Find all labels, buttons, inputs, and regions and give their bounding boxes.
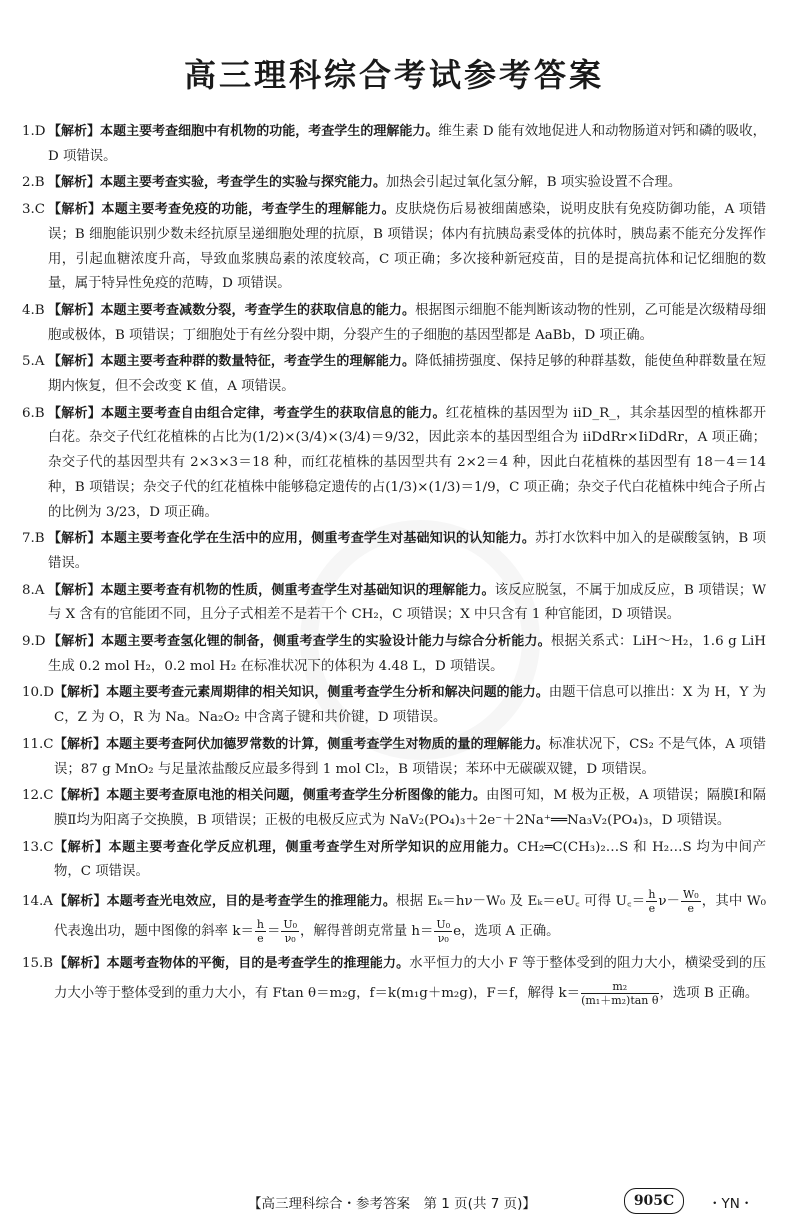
analysis-text: 水平恒力的大小 F 等于整体受到的阻力大小，横梁受到的压力大小等于整体受到的重力大小，有 Ftan θ＝m₂g，f＝k(m₁g＋m₂g)，F＝f，解得 k＝	[54, 956, 766, 1002]
answer-item-7	[22, 527, 766, 576]
answer-item-11	[22, 733, 766, 782]
footer-page-info: 【高三理科综合・参考答案 第 1 页(共 7 页)】	[248, 1196, 536, 1212]
fraction-h-result: $\frac{\text{U₀}}{\text{ν₀}}$	[436, 918, 451, 946]
question-number: 14.A	[22, 894, 53, 910]
analysis-key: 【解析】本题考查光电效应，目的是考查学生的推理能力。	[54, 894, 397, 910]
analysis-key: 【解析】本题主要考查免疫的功能，考查学生的理解能力。	[48, 202, 395, 218]
analysis-key: 【解析】本题主要考查元素周期律的相关知识，侧重考查学生分析和解决问题的能力。	[54, 685, 549, 701]
analysis-key: 【解析】本题主要考查实验，考查学生的实验与探究能力。	[48, 175, 387, 191]
question-number: 15.B	[22, 956, 54, 972]
analysis-text: 根据 Eₖ＝hν－W₀ 及 Eₖ＝eU꜀ 可得 U꜀＝	[396, 894, 646, 910]
question-number: 7.B	[22, 531, 45, 547]
analysis-text: 根据图示细胞不能判断该动物的性别，乙可能是次级精母细胞或极体，B 项错误；丁细胞处于有丝分裂中期，分裂产生的子细胞的基因型都是 AaBb，D 项正确。	[48, 302, 766, 343]
analysis-text: 红花植株的基因型为 iiD_R_，其余基因型的植株都开白花。杂交子代红花植株的占比为(1/2)×(3/4)×(3/4)＝9/32，因此亲本的基因型组合为 iiDdRr×IiDdRr，A 项正确；杂交子代的基因型共有 2×3×3＝18 种，而红花植株的基因型共有 2×2＝4 种，因此白花植株的基因型有 18－4＝14 种，B 项错误；杂交子代的红花植株中能够稳定遗传的占(1/3)×(1/3)＝1/9，C 项正确；杂交子代白花植株中纯合子所占的比例为 3/23，D 项正确。	[48, 405, 766, 520]
analysis-key: 【解析】本题主要考查减数分裂，考查学生的获取信息的能力。	[48, 302, 416, 318]
region-code: ・YN・	[708, 1196, 754, 1212]
answer-item-1	[22, 120, 766, 169]
question-number: 9.D	[22, 634, 46, 650]
answer-item-10	[22, 681, 766, 730]
question-number: 8.A	[22, 582, 45, 598]
question-number: 13.C	[22, 839, 54, 855]
analysis-text: ，选项 A 正确。	[461, 924, 560, 940]
formula-text: ν－	[658, 894, 680, 910]
analysis-text: 该反应脱氢，不属于加成反应，B 项错误；W 与 X 含有的官能团不同，且分子式相差不是若干个 CH₂，C 项错误；X 中只含有 1 种官能团，D 项错误。	[48, 582, 766, 623]
answer-item-2	[22, 171, 766, 196]
analysis-key: 【解析】本题考查物体的平衡，目的是考查学生的推理能力。	[54, 956, 410, 972]
analysis-key: 【解析】本题主要考查氢化锂的制备，侧重考查学生的实验设计能力与综合分析能力。	[48, 634, 551, 650]
analysis-text: ，选项 B 正确。	[659, 986, 759, 1002]
answer-item-5	[22, 350, 766, 399]
answer-item-12	[22, 784, 766, 833]
question-number: 2.B	[22, 175, 45, 191]
page-title: 高三理科综合考试参考答案	[183, 56, 604, 94]
answer-list	[22, 120, 766, 1009]
answer-item-15	[22, 949, 766, 1009]
analysis-key: 【解析】本题主要考查有机物的性质，侧重考查学生对基础知识的理解能力。	[48, 582, 495, 598]
question-number: 5.A	[22, 354, 45, 370]
analysis-text: 标准状况下，CS₂ 不是气体，A 项错误；87 g MnO₂ 与足量浓盐酸反应最多得到 1 mol Cl₂，B 项错误；苯环中无碳碳双键，D 项错误。	[54, 736, 766, 777]
fraction-slope-h-over-e: $\frac{h}{e}$	[256, 918, 264, 946]
question-number: 6.B	[22, 405, 45, 421]
page-footer	[0, 1186, 794, 1216]
analysis-text: 加热会引起过氧化氢分解，B 项实验设置不合理。	[386, 175, 682, 191]
paper-code-badge: 905C	[624, 1188, 684, 1214]
fraction-h-over-e: $\frac{h}{e}$	[648, 888, 656, 916]
formula-text: e	[453, 924, 462, 940]
answer-item-9	[22, 630, 766, 679]
analysis-key: 【解析】本题主要考查原电池的相关问题，侧重考查学生分析图像的能力。	[54, 788, 486, 804]
question-number: 4.B	[22, 302, 45, 318]
analysis-text: 苏打水饮料中加入的是碳酸氢钠，B 项错误。	[48, 531, 766, 571]
answer-item-13	[22, 836, 766, 885]
answer-item-4	[22, 299, 766, 348]
answer-item-8	[22, 579, 766, 628]
analysis-text: CH₂═C(CH₃)₂…S 和 H₂…S 均为中间产物，C 项错误。	[54, 839, 766, 880]
analysis-key: 【解析】本题主要考查细胞中有机物的功能，考查学生的理解能力。	[48, 124, 439, 139]
analysis-text: 由图可知，M 极为正极，A 项错误；隔膜Ⅰ和隔膜Ⅱ均为阳离子交换膜，B 项错误；正极的电极反应式为 NaV₂(PO₄)₃＋2e⁻＋2Na⁺══Na₃V₂(PO₄)₃，D 项错误。	[54, 788, 766, 828]
question-number: 12.C	[22, 788, 54, 804]
analysis-text: ，其中 W₀ 代表逸出功，题中图像的斜率 k＝	[54, 894, 766, 940]
analysis-text: 由题干信息可以推出：X 为 H，Y 为 C，Z 为 O，R 为 Na。Na₂O₂ 中含离子键和共价键，D 项错误。	[54, 685, 766, 726]
analysis-text: 根据关系式：LiH～H₂，1.6 g LiH 生成 0.2 mol H₂，0.2 mol H₂ 在标准状况下的体积为 4.48 L，D 项错误。	[48, 634, 766, 674]
fraction-u0-over-v0: $\frac{\text{U₀}}{\text{ν₀}}$	[283, 918, 298, 946]
answer-item-3	[22, 198, 766, 297]
question-number: 3.C	[22, 202, 46, 218]
analysis-text: 皮肤烧伤后易被细菌感染，说明皮肤有免疫防御功能，A 项错误；B 细胞能识别少数未经抗原呈递细胞处理的抗原，B 项错误；体内有抗胰岛素受体的抗体时，胰岛素不能充分发挥作用，引起血糖浓度升高，导致血浆胰岛素的浓度较高，C 项正确；多次接种新冠疫苗，目的是提高抗体和记忆细胞的数量，属于特异性免疫的范畴，D 项错误。	[48, 202, 766, 292]
analysis-key: 【解析】本题主要考查化学在生活中的应用，侧重考查学生对基础知识的认知能力。	[48, 531, 536, 547]
analysis-key: 【解析】本题主要考查化学反应机理，侧重考查学生对所学知识的应用能力。	[54, 839, 518, 855]
analysis-text: ，解得普朗克常量 h＝	[300, 924, 434, 940]
answer-item-14: 14.A 【解析】本题考查光电效应，目的是考查学生的推理能力。根据 Eₖ＝hν－W₀ 及 Eₖ＝eU꜀ 可得 U꜀＝ $\frac{h}{e}$ ν－ $\frac{\text{W₀}}{e}$ ，其中 W₀ 代表逸出功，题中图像的斜率 k＝ $\frac{h}{e}$ ＝ $\frac{\text{U₀}}{\text{ν₀}}$ ，解得普朗克常量 h＝ $\frac{\text{U₀}}{\text{ν₀}}$ e，选项 A 正确。	[22, 888, 766, 946]
analysis-key: 【解析】本题主要考查自由组合定律，考查学生的获取信息的能力。	[48, 405, 446, 421]
fraction-k-result: $\frac{\text{m₂}}{\text{(m₁＋m₂)tan θ}}$	[581, 980, 659, 1008]
analysis-text: 维生素 D 能有效地促进人和动物肠道对钙和磷的吸收，D 项错误。	[48, 124, 766, 164]
analysis-key: 【解析】本题主要考查种群的数量特征，考查学生的理解能力。	[48, 354, 416, 370]
answer-item-6	[22, 402, 766, 526]
question-number: 10.D	[22, 685, 55, 701]
analysis-text: 降低捕捞强度、保持足够的种群基数，能使鱼种群数量在短期内恢复，但不会改变 K 值，A 项错误。	[48, 354, 766, 395]
fraction-w0-over-e: $\frac{\text{W₀}}{e}$	[682, 888, 699, 916]
analysis-key: 【解析】本题主要考查阿伏加德罗常数的计算，侧重考查学生对物质的量的理解能力。	[54, 736, 549, 752]
question-number: 1.D	[22, 124, 46, 139]
question-number: 11.C	[22, 736, 54, 752]
